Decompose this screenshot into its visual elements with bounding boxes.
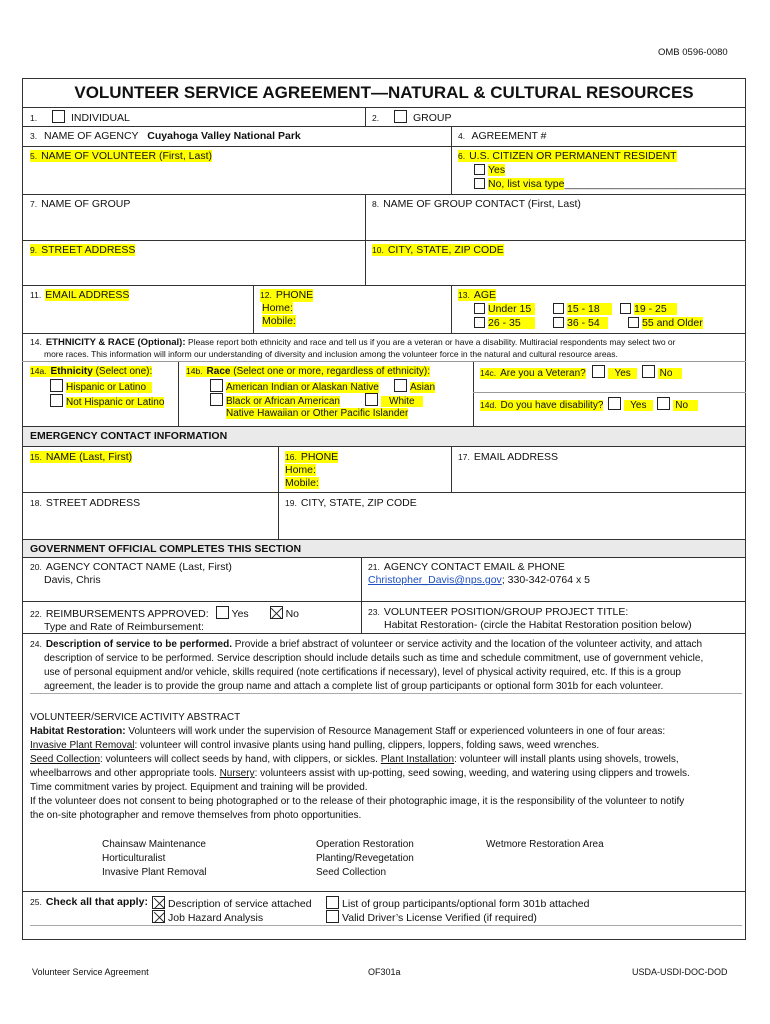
reimbursement-type-label: Type and Rate of Reimbursement: — [44, 621, 204, 633]
emergency-email-field[interactable] — [458, 451, 558, 464]
field-number: 10. — [372, 245, 384, 255]
reimbursement-no-label: No — [285, 608, 300, 620]
divider — [22, 446, 746, 447]
divider — [22, 146, 746, 147]
citizen-label: U.S. CITIZEN OR PERMANENT RESIDENT — [469, 150, 677, 162]
age-option[interactable] — [553, 317, 608, 330]
emergency-email-label: EMAIL ADDRESS — [473, 451, 559, 463]
agency-phone-value: ; 330-342-0764 x 5 — [501, 574, 590, 586]
age-option-label: Under 15 — [488, 303, 535, 315]
group-contact-field[interactable] — [372, 198, 581, 211]
description-heading: Description of service to be performed. — [45, 639, 232, 650]
emergency-phone-field[interactable] — [285, 451, 338, 490]
footer-center: OF301a — [368, 967, 401, 977]
emergency-name-label: NAME (Last, First) — [45, 451, 133, 463]
position-label: VOLUNTEER POSITION/GROUP PROJECT TITLE: — [383, 606, 629, 618]
street-address-label: STREET ADDRESS — [41, 244, 136, 256]
veteran-no-label: No — [658, 368, 683, 379]
divider — [451, 285, 452, 333]
position-item[interactable]: Planting/Revegetation — [316, 853, 414, 864]
divider — [451, 446, 452, 492]
divider — [22, 285, 746, 286]
checklist-option[interactable] — [326, 896, 590, 911]
description-line: use of personal equipment and/or vehicle, skills required (note certifications if necessary), level of physical activity required, etc. If this is a group — [44, 667, 681, 678]
divider — [22, 107, 746, 108]
abstract-line: If the volunteer does not consent to being photographed or to the release of their photographic image, it is the responsibility of the volunteer to notify — [30, 796, 685, 807]
citizen-yes-checkbox[interactable] — [474, 164, 485, 175]
phone-label: PHONE — [275, 289, 314, 301]
age-option-label: 26 - 35 — [488, 317, 535, 329]
field-number: 16. — [285, 452, 297, 462]
divider — [178, 362, 179, 426]
field-number: 25. — [30, 897, 42, 907]
race-checkbox[interactable] — [210, 393, 223, 406]
reimbursement-no-checkbox[interactable] — [270, 606, 283, 619]
divider — [22, 361, 746, 362]
checklist-option-label: Description of service attached — [168, 898, 312, 910]
position-column — [486, 838, 604, 852]
divider — [22, 557, 746, 558]
field-number: 8. — [372, 199, 380, 209]
emergency-mobile-label: Mobile: — [285, 477, 319, 489]
phone-field[interactable] — [260, 289, 313, 328]
field-number: 23. — [368, 607, 380, 617]
position-item[interactable]: Horticulturalist — [102, 853, 166, 864]
age-checkbox[interactable] — [553, 303, 564, 314]
field-number: 15. — [30, 452, 42, 462]
nursery-term: Nursery — [219, 768, 255, 779]
position-value: Habitat Restoration- (circle the Habitat Restoration position below) — [384, 619, 692, 631]
field-number: 2. — [372, 113, 380, 123]
field-number: 11. — [30, 290, 42, 300]
field-number: 21. — [368, 562, 380, 572]
abstract-line: wheelbarrows and other appropriate tools. — [30, 768, 217, 779]
field-number: 20. — [30, 562, 42, 572]
divider — [22, 240, 746, 241]
phone-home-label: Home: — [262, 302, 293, 314]
position-item[interactable]: Operation Restoration — [316, 839, 414, 850]
emergency-name-field[interactable] — [30, 451, 132, 464]
age-option[interactable] — [474, 303, 535, 316]
description-line: Provide a brief abstract of volunteer or service activity and the location of the volunteer activity, and attach — [234, 639, 703, 650]
checklist-option[interactable] — [152, 896, 312, 911]
race-label: Race — [206, 366, 231, 377]
footer-right: USDA-USDI-DOC-DOD — [632, 967, 728, 977]
checklist-option-label: Job Hazard Analysis — [168, 912, 264, 924]
veteran-label: Are you a Veteran? — [500, 368, 586, 379]
agency-email-link[interactable]: Christopher_Davis@nps.gov — [368, 574, 502, 586]
citizen-no-option[interactable] — [474, 178, 745, 191]
race-option[interactable] — [365, 393, 423, 408]
ethnicity-label: Ethnicity — [50, 366, 93, 377]
position-item[interactable]: Seed Collection — [316, 867, 387, 878]
ethnicity-option[interactable] — [50, 394, 164, 409]
group-contact-label: NAME OF GROUP CONTACT (First, Last) — [383, 198, 581, 210]
field-number: 5. — [30, 151, 38, 161]
checklist-heading — [30, 896, 148, 909]
plant-installation-text: : volunteer will install plants using shovels, trowels, — [454, 754, 679, 765]
age-field — [458, 289, 496, 302]
field-number: 3. — [30, 131, 38, 141]
citizen-yes-label: Yes — [488, 164, 506, 176]
age-label: AGE — [473, 289, 497, 301]
veteran-no-checkbox[interactable] — [642, 365, 655, 378]
divider — [22, 194, 746, 195]
age-checkbox[interactable] — [628, 317, 639, 328]
street-address-field[interactable] — [30, 244, 135, 257]
position-column — [316, 838, 414, 880]
field-number: 17. — [458, 452, 470, 462]
divider — [473, 362, 474, 426]
field-number: 13. — [458, 290, 470, 300]
emergency-street-label: STREET ADDRESS — [45, 497, 141, 509]
checklist-checkbox[interactable] — [152, 896, 165, 909]
disability-no-checkbox[interactable] — [657, 397, 670, 410]
individual-option[interactable] — [30, 110, 130, 125]
omb-number: OMB 0596-0080 — [658, 47, 728, 58]
ethnicity-option[interactable] — [50, 379, 152, 394]
invasive-removal-term: Invasive Plant Removal — [30, 740, 135, 751]
age-checkbox[interactable] — [474, 317, 485, 328]
race-option-label: White — [381, 396, 423, 407]
checklist-option[interactable] — [152, 910, 263, 925]
field-number: 19. — [285, 498, 297, 508]
emergency-heading: EMERGENCY CONTACT INFORMATION — [30, 430, 228, 442]
agency-email-field — [368, 561, 590, 587]
checklist-checkbox[interactable] — [152, 910, 165, 923]
invasive-removal-text: : volunteer will control invasive plants using hand pulling, clippers, loppers, folding saws, weed wrenches. — [134, 740, 600, 751]
field-number: 22. — [30, 609, 42, 619]
age-option[interactable] — [553, 303, 612, 316]
divider — [253, 285, 254, 333]
agency-contact-field — [30, 561, 232, 587]
race-option[interactable] — [210, 379, 379, 394]
divider — [365, 107, 366, 126]
reimbursement-yes-checkbox[interactable] — [216, 606, 229, 619]
emergency-city-label: CITY, STATE, ZIP CODE — [300, 497, 417, 509]
age-option[interactable] — [628, 317, 703, 330]
checklist-label: Check all that apply: — [45, 896, 148, 908]
group-checkbox[interactable] — [394, 110, 407, 123]
divider — [365, 194, 366, 285]
reimbursement-label: REIMBURSEMENTS APPROVED: — [45, 608, 209, 620]
race-option[interactable] — [394, 379, 435, 394]
emergency-city-field[interactable] — [285, 497, 417, 510]
race-checkbox[interactable] — [394, 379, 407, 392]
age-option[interactable] — [474, 317, 535, 330]
field-number: 9. — [30, 245, 38, 255]
checklist-option-label: Valid Driver’s License Verified (if required) — [342, 912, 537, 924]
age-option-label: 15 - 18 — [567, 303, 612, 315]
citizen-yes-option[interactable] — [474, 164, 505, 177]
nursery-text: : volunteers assist with up-potting, seed sowing, weeding, and watering using clippers and trowels. — [254, 768, 690, 779]
group-name-label: NAME OF GROUP — [41, 198, 131, 210]
agreement-label: AGREEMENT # — [471, 130, 547, 142]
age-option-label: 55 and Older — [642, 317, 703, 329]
field-number: 7. — [30, 199, 38, 209]
divider — [22, 891, 746, 892]
position-item[interactable]: Wetmore Restoration Area — [486, 839, 604, 850]
group-option[interactable] — [372, 110, 451, 125]
field-number: 1. — [30, 113, 38, 123]
email-label: EMAIL ADDRESS — [45, 289, 130, 301]
ethnicity-option-label: Hispanic or Latino — [66, 382, 152, 393]
race-checkbox[interactable] — [365, 393, 378, 406]
ethnicity-heading — [30, 365, 152, 378]
disability-label: Do you have disability? — [500, 400, 604, 411]
agency-field[interactable] — [30, 130, 301, 143]
field-number: 18. — [30, 498, 42, 508]
plant-installation-term: Plant Installation — [380, 754, 455, 765]
field-number: 14b. — [186, 366, 203, 376]
field-number: 6. — [458, 151, 466, 161]
agency-contact-label: AGENCY CONTACT NAME (Last, First) — [45, 561, 232, 573]
agency-label: NAME OF AGENCY — [44, 130, 139, 142]
race-checkbox[interactable] — [210, 379, 223, 392]
divider — [361, 557, 362, 633]
race-option-label: Black or African American — [226, 396, 340, 407]
form-title: VOLUNTEER SERVICE AGREEMENT—NATURAL & CULTURAL RESOURCES — [74, 83, 694, 102]
age-option-label: 36 - 54 — [567, 317, 608, 329]
abstract-line: the on-site photographer and remove themselves from photo opportunities. — [30, 810, 362, 821]
dashed-divider — [30, 693, 742, 694]
volunteer-name-field[interactable] — [30, 150, 212, 163]
abstract-title: VOLUNTEER/SERVICE ACTIVITY ABSTRACT — [30, 712, 241, 723]
description-line: agreement, the leader is to provide the group name and attach a complete list of group participants or optional form 301b for each volunteer. — [44, 681, 664, 692]
race-heading — [186, 365, 430, 378]
city-state-zip-label: CITY, STATE, ZIP CODE — [387, 244, 504, 256]
ethnicity-checkbox[interactable] — [50, 379, 63, 392]
position-field — [368, 606, 692, 632]
individual-checkbox[interactable] — [52, 110, 65, 123]
age-option[interactable] — [620, 303, 677, 316]
agency-contact-value: Davis, Chris — [44, 574, 101, 586]
citizen-field — [458, 150, 677, 163]
ethnicity-race-heading: ETHNICITY & RACE (Optional): — [45, 337, 186, 348]
emergency-home-label: Home: — [285, 464, 316, 476]
ethnicity-select-note: (Select one): — [95, 366, 153, 377]
agency-email-label: AGENCY CONTACT EMAIL & PHONE — [383, 561, 565, 573]
disability-question — [480, 397, 698, 412]
veteran-yes-checkbox[interactable] — [592, 365, 605, 378]
visa-type-line: _______________________________ — [564, 178, 746, 190]
abstract-block — [30, 711, 690, 823]
field-number: 14d. — [480, 400, 497, 410]
ethnicity-checkbox[interactable] — [50, 394, 63, 407]
race-option-label: Native Hawaiian or Other Pacific Islander — [226, 408, 409, 419]
divider — [22, 126, 746, 127]
divider — [22, 492, 746, 493]
disability-yes-checkbox[interactable] — [608, 397, 621, 410]
seed-collection-text: : volunteers will collect seeds by hand, with clippers, or sickles. — [100, 754, 378, 765]
abstract-line: Time commitment varies by project. Equipment and training will be provided. — [30, 782, 368, 793]
description-paragraph — [30, 637, 703, 694]
volunteer-name-label: NAME OF VOLUNTEER (First, Last) — [41, 150, 213, 162]
seed-collection-term: Seed Collection — [30, 754, 101, 765]
group-label: GROUP — [412, 112, 452, 124]
checklist-option-label: List of group participants/optional form 301b attached — [342, 898, 590, 910]
veteran-yes-label: Yes — [608, 368, 636, 379]
citizen-no-checkbox[interactable] — [474, 178, 485, 189]
divider — [451, 126, 452, 194]
phone-mobile-label: Mobile: — [262, 315, 296, 327]
position-item[interactable]: Chainsaw Maintenance — [102, 839, 206, 850]
disability-yes-label: Yes — [624, 400, 652, 411]
emergency-phone-label: PHONE — [300, 451, 339, 463]
age-checkbox[interactable] — [620, 303, 631, 314]
ethnicity-race-text2: more races. This information will inform our understanding of diversity and inclusion among the volunteer force in the natural and cultural resource areas. — [44, 349, 618, 359]
ethnicity-option-label: Not Hispanic or Latino — [66, 397, 165, 408]
habitat-restoration-label: Habitat Restoration: — [30, 726, 126, 737]
field-number: 4. — [458, 131, 466, 141]
gov-heading: GOVERNMENT OFFICIAL COMPLETES THIS SECTION — [30, 543, 302, 555]
divider — [278, 446, 279, 539]
race-option[interactable] — [226, 407, 408, 420]
description-line: description of service to be performed. Service description should include details such as time and schedule commitment, use of government vehicle, — [44, 653, 704, 664]
age-checkbox[interactable] — [474, 303, 485, 314]
field-number: 24. — [30, 639, 42, 649]
dashed-divider — [30, 925, 742, 926]
group-name-field[interactable] — [30, 198, 130, 211]
race-option[interactable] — [210, 393, 340, 408]
checklist-checkbox[interactable] — [326, 896, 339, 909]
email-field[interactable] — [30, 289, 129, 302]
checklist-checkbox[interactable] — [326, 910, 339, 923]
age-checkbox[interactable] — [553, 317, 564, 328]
disability-no-label: No — [673, 400, 698, 411]
position-column — [102, 838, 207, 880]
field-number: 14. — [30, 337, 42, 347]
race-option-label: American Indian or Alaskan Native — [226, 382, 379, 393]
emergency-street-field[interactable] — [30, 497, 140, 510]
agency-value: Cuyahoga Valley National Park — [147, 130, 301, 142]
divider — [22, 601, 746, 602]
veteran-question — [480, 365, 682, 380]
individual-label: INDIVIDUAL — [70, 112, 130, 124]
field-number: 14a. — [30, 366, 47, 376]
position-item[interactable]: Invasive Plant Removal — [102, 867, 207, 878]
ethnicity-race-text1: Please report both ethnicity and race and tell us if you are a veteran or have a disability. Multiracial respondents may select two or — [188, 337, 676, 347]
city-state-zip-field[interactable] — [372, 244, 504, 257]
age-option-label: 19 - 25 — [634, 303, 677, 315]
race-option-label: Asian — [410, 382, 436, 393]
agreement-number-field[interactable] — [458, 130, 547, 143]
divider — [473, 392, 746, 393]
citizen-no-label: No, list visa type — [488, 178, 565, 190]
divider — [22, 333, 746, 334]
field-number: 12. — [260, 290, 272, 300]
checklist-option[interactable] — [326, 910, 537, 925]
footer-left: Volunteer Service Agreement — [32, 967, 149, 977]
reimbursement-field — [30, 606, 299, 634]
race-select-note: (Select one or more, regardless of ethnicity): — [233, 366, 430, 377]
reimbursement-yes-label: Yes — [231, 608, 249, 620]
habitat-restoration-text: Volunteers will work under the supervision of Resource Management Staff or experienced volunteers in one of four areas: — [128, 726, 666, 737]
field-number: 14c. — [480, 368, 497, 378]
